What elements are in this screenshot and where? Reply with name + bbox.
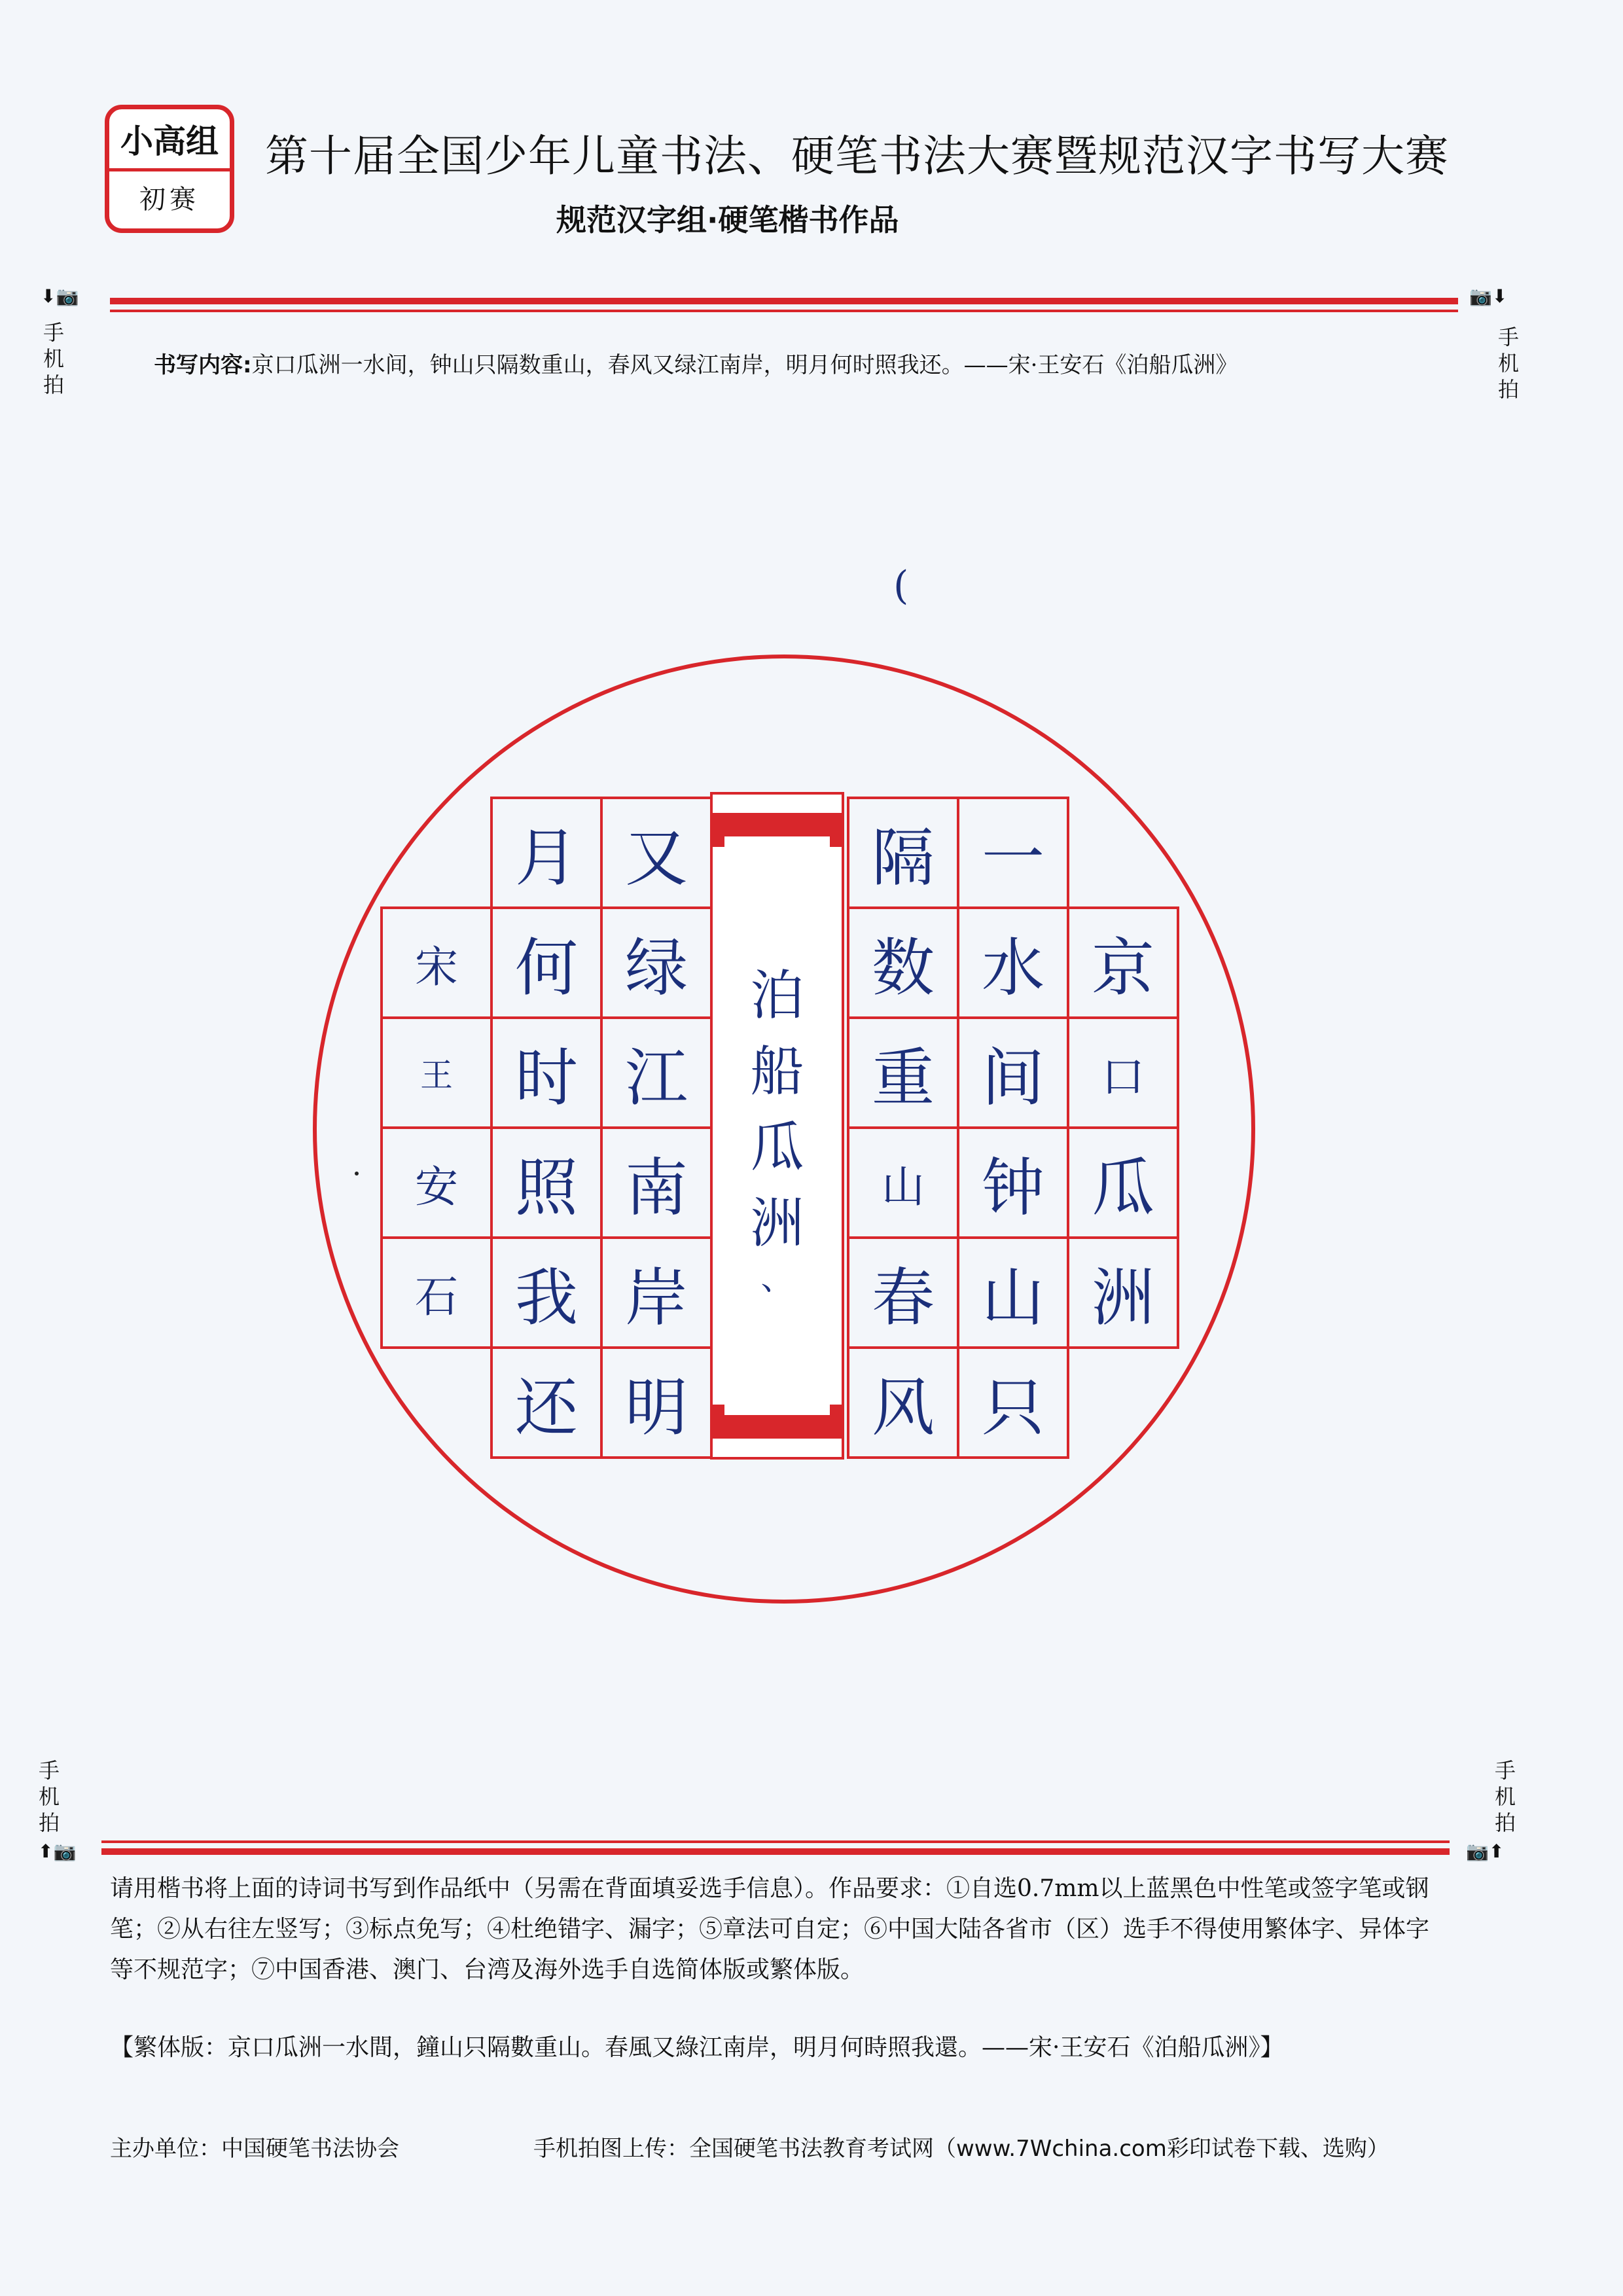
grid-cell: 水 [957,906,1069,1019]
title-char: 船 [750,1041,804,1103]
grid-cell: 瓜 [1067,1126,1179,1239]
grid-cell: 口 [1067,1016,1179,1129]
camera-up-icon: 📷⬆ [1466,1840,1505,1862]
down-camera-icon: ⬇📷 [41,285,79,307]
corner-label-bottom-right: 手机拍 [1494,1758,1516,1835]
title-char: 洲 [750,1193,804,1255]
corner-label-bottom-left: 手机拍 [38,1758,60,1835]
ink-dot [355,1172,359,1175]
grid-cell: 只 [957,1346,1069,1459]
title-column [710,792,844,1460]
top-rule-thin [110,310,1458,312]
grid-cell: 又 [600,797,713,909]
grid-cell: 我 [490,1236,603,1349]
corner-label-top-left: 手机拍 [43,320,64,397]
bottom-rule [101,1848,1450,1855]
corner-label-top-right: 手机拍 [1497,325,1519,402]
upload-info: 手机拍图上传：全国硬笔书法教育考试网（www.7Wchina.com彩印试卷下载、选购） [533,2136,1389,2162]
grid-cell: 石 [380,1236,493,1349]
grid-cell: 还 [490,1346,603,1459]
page-subtitle: 规范汉字组·硬笔楷书作品 [556,202,899,238]
title-mark: 、 [760,1259,794,1297]
grid-cell: 月 [490,797,603,909]
content-text: 京口瓜洲一水间，钟山只隔数重山，春风又绿江南岸，明月何时照我还。——宋·王安石《泊船瓜洲》 [251,352,1238,378]
grid-cell: 钟 [957,1126,1069,1239]
grid-cell: 安 [380,1126,493,1239]
page-title: 第十届全国少年儿童书法、硬笔书法大赛暨规范汉字书写大赛 [265,131,1449,181]
grid-cell: 何 [490,906,603,1019]
grid-cell: 数 [847,906,959,1019]
grid-cell: 春 [847,1236,959,1349]
grid-cell: 隔 [847,797,959,909]
grid-cell: 王 [380,1016,493,1129]
camera-down-icon: 📷⬇ [1469,285,1508,307]
grid-cell: 间 [957,1016,1069,1129]
grid-cell: 洲 [1067,1236,1179,1349]
grid-cell: 江 [600,1016,713,1129]
top-rule [110,298,1458,304]
grid-cell: 宋 [380,906,493,1019]
group-label: 小高组 [109,109,230,171]
stage-label: 初赛 [139,184,200,215]
grid-cell: 照 [490,1126,603,1239]
organizer: 主办单位：中国硬笔书法协会 [110,2136,399,2162]
up-camera-icon: ⬆📷 [38,1840,77,1862]
grid-cell: 明 [600,1346,713,1459]
grid-cell: 绿 [600,906,713,1019]
grid-cell: 时 [490,1016,603,1129]
grid-cell: 南 [600,1126,713,1239]
grid-cell: 一 [957,797,1069,909]
content-label: 书写内容: [154,352,252,378]
content-line [154,347,1238,379]
grid-cell: 山 [847,1126,959,1239]
grid-cell: 山 [957,1236,1069,1349]
requirements-text: 请用楷书将上面的诗词书写到作品纸中（另需在背面填妥选手信息）。作品要求：①自选0.7mm以上蓝黑色中性笔或签字笔或钢笔；②从右往左竖写；③标点免写；④杜绝错字、漏字；⑤章法可自定；⑥中国大陆各省市（区）选手不得使用繁体字、异体字等不规范字；⑦中国香港、澳门、台湾及海外选手自选简体版或繁体版。 [110,1875,1430,1983]
traditional-version: 【繁体版：京口瓜洲一水間，鐘山只隔數重山。春風又綠江南岸，明月何時照我還。——宋·王安石《泊船瓜洲》】 [110,2034,1284,2061]
grid-cell: 岸 [600,1236,713,1349]
title-char: 瓜 [750,1117,804,1179]
grid-cell: 风 [847,1346,959,1459]
bottom-rule-thin [101,1840,1450,1843]
grid-cell: 重 [847,1016,959,1129]
group-badge [105,105,234,233]
title-char: 泊 [750,965,804,1027]
pen-mark: ( [893,563,909,609]
grid-cell: 京 [1067,906,1179,1019]
